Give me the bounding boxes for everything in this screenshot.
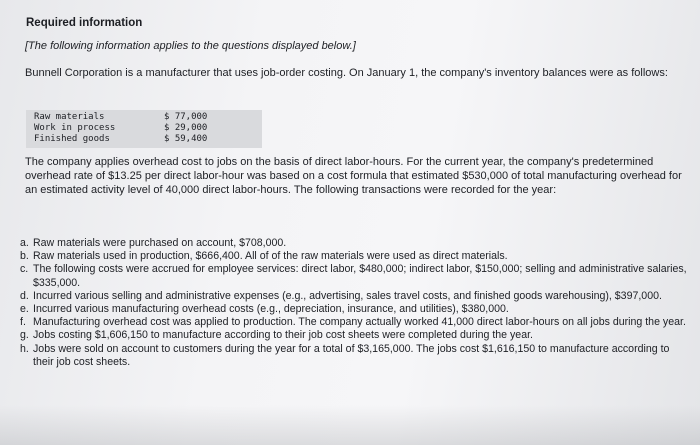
item-text: Raw materials were purchased on account, $708,000. [33, 237, 287, 249]
transactions-list [20, 237, 690, 369]
item-text: The following costs were accrued for employee services: direct labor, $480,000; indirect labor, $150,000; selling and administrative salaries, $335,000. [33, 263, 687, 289]
bottom-shadow [0, 405, 700, 445]
inventory-value: $ 77,000 [164, 112, 208, 122]
list-item [20, 303, 690, 316]
info-note: [The following information applies to the questions displayed below.] [25, 40, 356, 52]
list-item [20, 290, 690, 303]
inventory-value: $ 59,400 [164, 134, 208, 144]
inventory-value: $ 29,000 [164, 123, 208, 133]
item-letter: d. [20, 289, 29, 302]
item-text: Jobs costing $1,606,150 to manufacture according to their job cost sheets were completed during the year. [33, 329, 533, 342]
inventory-balances-table [26, 110, 262, 148]
item-letter: a. [20, 237, 29, 249]
inventory-label: Work in process [34, 123, 116, 133]
list-item [20, 237, 690, 250]
required-information-heading: Required information [26, 17, 143, 29]
item-text: Manufacturing overhead cost was applied to production. The company actually worked 41,000 direct labor-hours on all jobs during the year. [33, 316, 686, 329]
list-item [20, 329, 690, 342]
item-letter: f. [20, 316, 26, 329]
list-item [20, 343, 690, 369]
list-item [20, 263, 690, 289]
list-item [20, 316, 690, 329]
item-text: Incurred various selling and administrative expenses (e.g., advertising, sales travel costs, and finished goods warehousing), $397,000. [33, 289, 662, 302]
item-letter: h. [20, 342, 29, 355]
inventory-label: Raw materials [34, 112, 105, 122]
overhead-paragraph: The company applies overhead cost to jobs on the basis of direct labor-hours. For the current year, the company's predetermined overhead rate of $13.25 per direct labor-hour was based on a cost formula that estimated $530,000 of total manufacturing overhead for an estimated activity level of 40,000 direct labor-hours. The following transactions were recorded for the year: [25, 156, 682, 196]
intro-paragraph: Bunnell Corporation is a manufacturer that uses job-order costing. On January 1, the company's inventory balances were as follows: [25, 67, 668, 79]
item-text: Jobs were sold on account to customers during the year for a total of $3,165,000. The jobs cost $1,616,150 to manufacture according to their job cost sheets. [33, 342, 670, 368]
item-letter: g. [20, 329, 29, 342]
item-text: Raw materials used in production, $666,400. All of of the raw materials were used as direct materials. [33, 250, 508, 263]
item-letter: c. [20, 263, 29, 276]
item-letter: e. [20, 303, 29, 316]
inventory-label: Finished goods [34, 134, 110, 144]
list-item [20, 250, 690, 263]
item-letter: b. [20, 250, 29, 263]
item-text: Incurred various manufacturing overhead costs (e.g., depreciation, insurance, and utilities), $380,000. [33, 303, 509, 316]
